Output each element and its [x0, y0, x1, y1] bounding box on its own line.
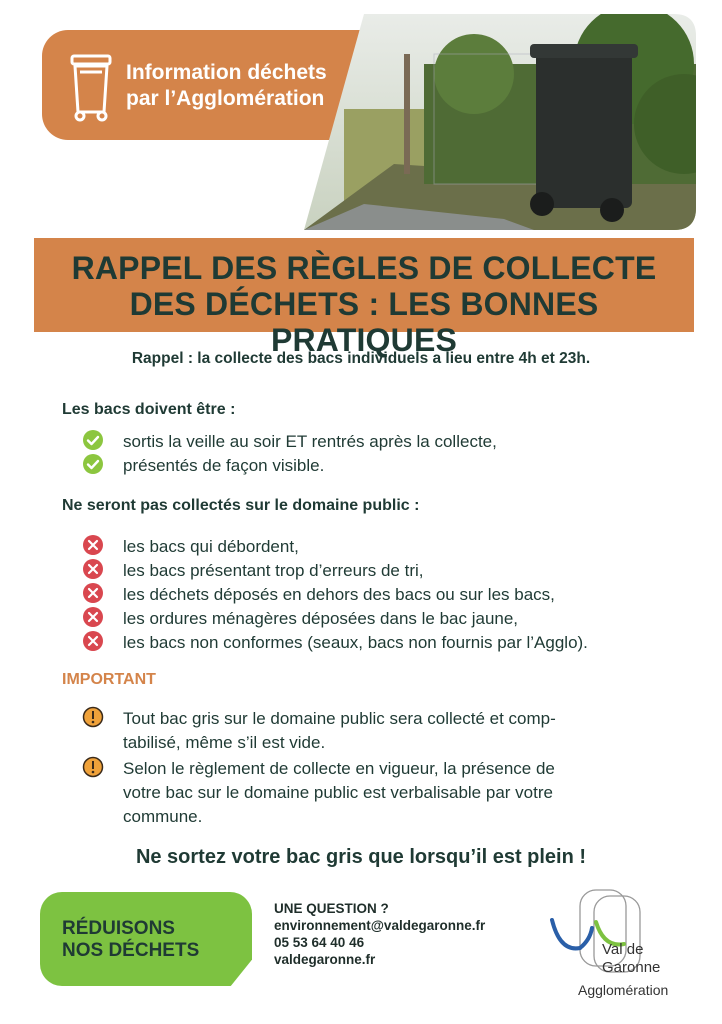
not-collected-section-title: Ne seront pas collectés sur le domaine public :: [62, 497, 420, 514]
page-title: [34, 250, 694, 358]
not-collected-item-text: les bacs non conformes (seaux, bacs non fournis par l’Agglo).: [123, 633, 588, 652]
reduce-waste-line1: RÉDUISONS: [62, 918, 175, 939]
contact-website-link[interactable]: valdegaronne.fr: [274, 952, 376, 967]
important-item-line: Tout bac gris sur le domaine public sera collecté et comp-: [123, 709, 556, 728]
slogan: Ne sortez votre bac gris que lorsqu’il est plein !: [135, 846, 587, 868]
not-collected-item: [82, 559, 423, 583]
trash-bin-icon: [66, 52, 116, 124]
cross-circle-icon: [82, 534, 104, 556]
page-title-line1: RAPPEL DES RÈGLES DE COLLECTE: [71, 250, 657, 286]
not-collected-item: [82, 607, 518, 631]
important-title: IMPORTANT: [62, 671, 156, 688]
header-title-line1: Information déchets: [126, 61, 327, 84]
exclamation-circle-icon: [82, 756, 104, 778]
not-collected-item-text: les déchets déposés en dehors des bacs ou sur les bacs,: [123, 585, 555, 604]
not-collected-item: [82, 631, 588, 655]
header-title: [126, 60, 327, 112]
reduce-waste-text: [62, 918, 199, 962]
important-item: [82, 707, 556, 755]
important-item-line: votre bac sur le domaine public est verbalisable par votre: [123, 783, 553, 802]
cross-circle-icon: [82, 582, 104, 604]
cross-circle-icon: [82, 630, 104, 652]
collection-hours-note: Rappel : la collecte des bacs individuels a lieu entre 4h et 23h.: [131, 350, 591, 367]
contact-email-link[interactable]: environnement@valdegaronne.fr: [274, 918, 486, 933]
important-item-line: Selon le règlement de collecte en vigueur, la présence de: [123, 759, 555, 778]
title-banner: [34, 238, 694, 358]
important-item: [82, 757, 555, 829]
not-collected-item: [82, 583, 555, 607]
logo-text-line1: Val de: [602, 941, 644, 958]
logo-text-line3: Agglomération: [578, 982, 669, 998]
must-item: [82, 454, 324, 478]
not-collected-item-text: les bacs qui débordent,: [123, 537, 299, 556]
check-circle-icon: [82, 453, 104, 475]
wheelie-bin-photo: [304, 14, 696, 230]
reduce-waste-line2: NOS DÉCHETS: [62, 940, 200, 961]
logo-text-line2: Garonne: [602, 959, 661, 976]
check-circle-icon: [82, 429, 104, 451]
contact-phone[interactable]: 05 53 64 40 46: [274, 935, 365, 950]
must-item-text: sortis la veille au soir ET rentrés après la collecte,: [123, 432, 497, 451]
contact-block: [274, 900, 485, 968]
header-title-line2: par l’Agglomération: [126, 87, 325, 110]
important-item-line: tabilisé, même s’il est vide.: [123, 733, 326, 752]
must-item-text: présentés de façon visible.: [123, 456, 325, 475]
must-item: [82, 430, 497, 454]
not-collected-item: [82, 535, 299, 559]
cross-circle-icon: [82, 558, 104, 580]
contact-label: UNE QUESTION ?: [274, 901, 389, 916]
important-item-line: commune.: [123, 807, 203, 826]
must-section-title: Les bacs doivent être :: [62, 401, 236, 418]
cross-circle-icon: [82, 606, 104, 628]
page-title-line2: DES DÉCHETS : LES BONNES PRATIQUES: [129, 286, 599, 358]
not-collected-item-text: les ordures ménagères déposées dans le bac jaune,: [123, 609, 519, 628]
exclamation-circle-icon: [82, 706, 104, 728]
not-collected-item-text: les bacs présentant trop d’erreurs de tri,: [123, 561, 424, 580]
